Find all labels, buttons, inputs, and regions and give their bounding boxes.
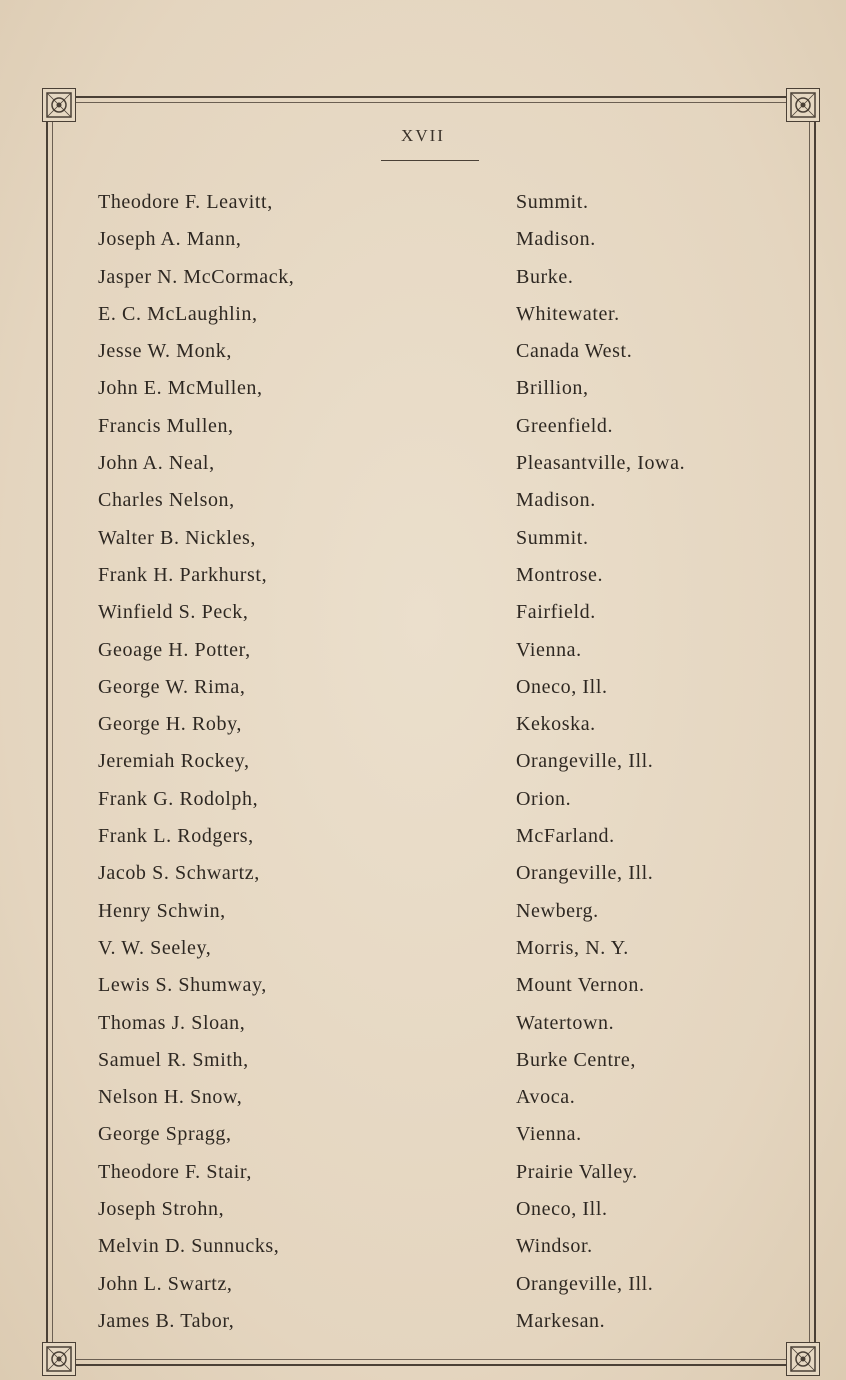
student-name: Joseph Strohn, <box>98 1198 225 1221</box>
student-residence: Avoca. <box>516 1086 576 1109</box>
student-name: V. W. Seeley, <box>98 936 212 959</box>
student-residence: Whitewater. <box>516 302 620 325</box>
student-residence: McFarland. <box>516 825 615 848</box>
student-name: Theodore F. Stair, <box>98 1160 252 1183</box>
list-item <box>96 1154 756 1191</box>
student-name: Jacob S. Schwartz, <box>98 862 260 885</box>
student-residence: Prairie Valley. <box>516 1160 638 1183</box>
student-residence: Vienna. <box>516 638 582 661</box>
student-residence: Canada West. <box>516 340 633 363</box>
list-item <box>96 632 756 669</box>
list-item <box>96 967 756 1004</box>
list-item <box>96 221 756 258</box>
list-item <box>96 1116 756 1153</box>
student-name: James B. Tabor, <box>98 1309 235 1332</box>
student-residence: Watertown. <box>516 1011 615 1034</box>
list-item <box>96 1005 756 1042</box>
corner-ornament-icon <box>786 1342 820 1376</box>
list-item <box>96 408 756 445</box>
student-residence: Pleasantville, Iowa. <box>516 452 686 475</box>
student-name: Joseph A. Mann, <box>98 228 242 251</box>
student-name: Frank L. Rodgers, <box>98 825 254 848</box>
list-item <box>96 333 756 370</box>
corner-ornament-icon <box>786 88 820 122</box>
page-number: XVII <box>401 126 445 145</box>
student-residence: Oneco, Ill. <box>516 675 608 698</box>
list-item <box>96 594 756 631</box>
list-item <box>96 781 756 818</box>
list-item <box>96 855 756 892</box>
list-item <box>96 1266 756 1303</box>
list-item <box>96 930 756 967</box>
student-residence: Orangeville, Ill. <box>516 1272 654 1295</box>
list-item <box>96 1042 756 1079</box>
student-name: Frank H. Parkhurst, <box>98 563 268 586</box>
student-residence: Markesan. <box>516 1309 606 1332</box>
student-residence: Madison. <box>516 228 596 251</box>
list-item <box>96 1303 756 1340</box>
list-item <box>96 259 756 296</box>
student-name: Samuel R. Smith, <box>98 1048 249 1071</box>
student-residence: Summit. <box>516 526 589 549</box>
student-name: Charles Nelson, <box>98 489 235 512</box>
student-name: John L. Swartz, <box>98 1272 233 1295</box>
student-name: Jesse W. Monk, <box>98 340 232 363</box>
student-residence: Burke. <box>516 265 574 288</box>
student-residence: Orangeville, Ill. <box>516 750 654 773</box>
student-residence: Windsor. <box>516 1235 593 1258</box>
list-item <box>96 370 756 407</box>
student-name: Henry Schwin, <box>98 899 226 922</box>
student-name: John A. Neal, <box>98 452 215 475</box>
student-residence: Orangeville, Ill. <box>516 862 654 885</box>
student-residence: Madison. <box>516 489 596 512</box>
student-residence: Burke Centre, <box>516 1048 636 1071</box>
list-item <box>96 818 756 855</box>
student-residence: Newberg. <box>516 899 599 922</box>
list-item <box>96 184 756 221</box>
student-name: Thomas J. Sloan, <box>98 1011 246 1034</box>
list-item <box>96 893 756 930</box>
list-item <box>96 296 756 333</box>
list-item <box>96 1228 756 1265</box>
corner-ornament-icon <box>42 1342 76 1376</box>
list-item <box>96 482 756 519</box>
student-residence: Brillion, <box>516 377 589 400</box>
student-name: E. C. McLaughlin, <box>98 302 258 325</box>
student-name: Nelson H. Snow, <box>98 1086 243 1109</box>
student-name: Geoage H. Potter, <box>98 638 251 661</box>
list-item <box>96 706 756 743</box>
student-name: Lewis S. Shumway, <box>98 974 267 997</box>
student-name: George W. Rima, <box>98 675 246 698</box>
student-name: Winfield S. Peck, <box>98 601 249 624</box>
student-residence: Oneco, Ill. <box>516 1198 608 1221</box>
student-name: John E. McMullen, <box>98 377 263 400</box>
heading-divider <box>381 160 479 161</box>
student-residence: Summit. <box>516 191 589 213</box>
student-residence: Morris, N. Y. <box>516 936 629 959</box>
student-residence: Orion. <box>516 787 572 810</box>
student-name: George H. Roby, <box>98 713 242 736</box>
student-residence: Greenfield. <box>516 414 614 437</box>
student-name: Melvin D. Sunnucks, <box>98 1235 280 1258</box>
list-item <box>96 445 756 482</box>
student-name: Walter B. Nickles, <box>98 526 257 549</box>
student-name: Frank G. Rodolph, <box>98 787 259 810</box>
list-item <box>96 557 756 594</box>
student-name: Jeremiah Rockey, <box>98 750 250 773</box>
student-residence: Vienna. <box>516 1123 582 1146</box>
student-list <box>96 184 756 1340</box>
student-name: Jasper N. McCormack, <box>98 265 295 288</box>
student-name: George Spragg, <box>98 1123 232 1146</box>
student-residence: Fairfield. <box>516 601 596 624</box>
student-residence: Mount Vernon. <box>516 974 645 997</box>
student-name: Francis Mullen, <box>98 414 234 437</box>
list-item <box>96 520 756 557</box>
student-residence: Kekoska. <box>516 713 596 736</box>
list-item <box>96 669 756 706</box>
list-item <box>96 743 756 780</box>
list-item <box>96 1079 756 1116</box>
list-item <box>96 1191 756 1228</box>
student-name: Theodore F. Leavitt, <box>98 191 273 213</box>
student-residence: Montrose. <box>516 563 604 586</box>
corner-ornament-icon <box>42 88 76 122</box>
